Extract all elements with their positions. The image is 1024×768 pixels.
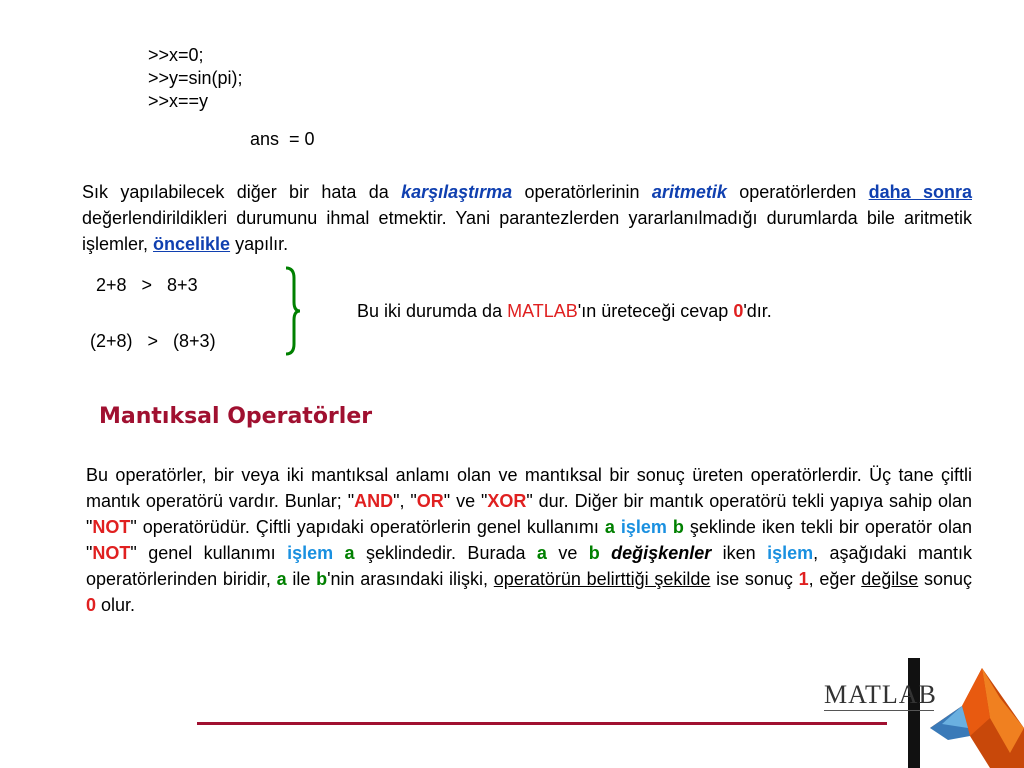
para1-text: operatörlerden	[726, 182, 869, 202]
code-line: >>x=0;	[148, 45, 204, 65]
word-islem: işlem	[767, 543, 814, 563]
brace-icon	[280, 266, 304, 356]
ans-label: ans	[250, 129, 280, 149]
para2-text: " operatörüdür. Çiftli yapıdaki operatörlerin genel kullanımı	[130, 517, 605, 537]
para1-text: Sık yapılabilecek diğer bir hata da	[82, 182, 402, 202]
example-note	[357, 300, 772, 323]
para2-text: şeklindedir. Burada	[354, 543, 537, 563]
underlined-phrase: değilse	[861, 569, 919, 589]
ans-value: = 0	[289, 129, 315, 149]
ans-line	[250, 128, 315, 151]
op-or: OR	[416, 491, 444, 511]
example-expression-1: 2+8 > 8+3	[96, 275, 198, 295]
note-text: Bu iki durumda da	[357, 301, 508, 321]
word-islem: işlem	[287, 543, 334, 563]
section-heading: Mantıksal Operatörler	[99, 404, 373, 429]
matlab-logo-underline	[824, 710, 934, 711]
op-not: NOT	[92, 543, 131, 563]
var-b: b	[316, 569, 328, 589]
para2-text: Bu operatörler, bir veya iki mantıksal anlamı olan ve mantıksal bir sonuç üreten operatörlerdir. Üç tane çiftli mantık operatörü vardır. Bunlar; "	[86, 465, 972, 511]
para2-text: iken	[711, 543, 768, 563]
op-not: NOT	[92, 517, 131, 537]
note-zero: 0	[733, 301, 744, 321]
op-xor: XOR	[487, 491, 527, 511]
op-and: AND	[354, 491, 394, 511]
var-a: a	[276, 569, 287, 589]
var-a: a	[344, 543, 355, 563]
word-islem: işlem	[620, 517, 667, 537]
note-text: 'ın üreteceği cevap	[577, 301, 734, 321]
var-b: b	[588, 543, 600, 563]
code-line: >>x==y	[148, 91, 209, 111]
para1-text: değerlendirildikleri durumunu ihmal etmektir. Yani parantezlerden yararlanılmadığı durumlarda bile aritmetik işlemler,	[82, 208, 972, 254]
para2-text: , eğer	[808, 569, 862, 589]
footer-rule	[197, 722, 887, 725]
result-one: 1	[798, 569, 809, 589]
para2-text: 'nin arasındaki ilişki,	[327, 569, 494, 589]
para2-text: ise sonuç	[710, 569, 799, 589]
para2-text: , aşağıdaki mantık operatörlerinden biridir,	[86, 543, 972, 589]
keyword-karsilastirma: karşılaştırma	[401, 182, 513, 202]
footer-vertical-bar	[908, 658, 920, 768]
para1-text: operatörlerinin	[512, 182, 652, 202]
para2-text: şeklinde iken tekli bir operatör olan "	[86, 517, 972, 563]
para2-text: ile	[286, 569, 317, 589]
var-a: a	[536, 543, 547, 563]
keyword-daha-sonra: daha sonra	[868, 182, 972, 202]
para2-text: ", "	[393, 491, 417, 511]
var-b: b	[672, 517, 684, 537]
para2-space	[600, 543, 611, 563]
para2-text: ve	[546, 543, 589, 563]
para2-space	[333, 543, 344, 563]
para2-text: " genel kullanımı	[130, 543, 288, 563]
matlab-logo-text: MATLAB	[824, 680, 937, 709]
code-line: >>y=sin(pi);	[148, 68, 243, 88]
example-expression-2: (2+8) > (8+3)	[90, 331, 216, 351]
note-matlab: MATLAB	[507, 301, 578, 321]
paragraph-logical-operators	[86, 462, 972, 618]
code-block	[148, 44, 243, 113]
var-a: a	[604, 517, 615, 537]
keyword-aritmetik: aritmetik	[651, 182, 727, 202]
para2-text: sonuç	[918, 569, 973, 589]
para2-text: " dur. Diğer bir mantık operatörü tekli yapıya sahip olan "	[86, 491, 973, 537]
underlined-phrase: operatörün belirttiği şekilde	[493, 569, 711, 589]
para2-text: " ve "	[443, 491, 488, 511]
para1-text: yapılır.	[230, 234, 289, 254]
paragraph-operator-precedence	[82, 179, 972, 257]
word-degiskenler: değişkenler	[611, 543, 712, 563]
note-text: 'dır.	[743, 301, 772, 321]
result-zero: 0	[86, 595, 97, 615]
keyword-oncelikle: öncelikle	[153, 234, 231, 254]
matlab-logo-icon	[920, 658, 1024, 768]
para2-text: olur.	[96, 595, 136, 615]
